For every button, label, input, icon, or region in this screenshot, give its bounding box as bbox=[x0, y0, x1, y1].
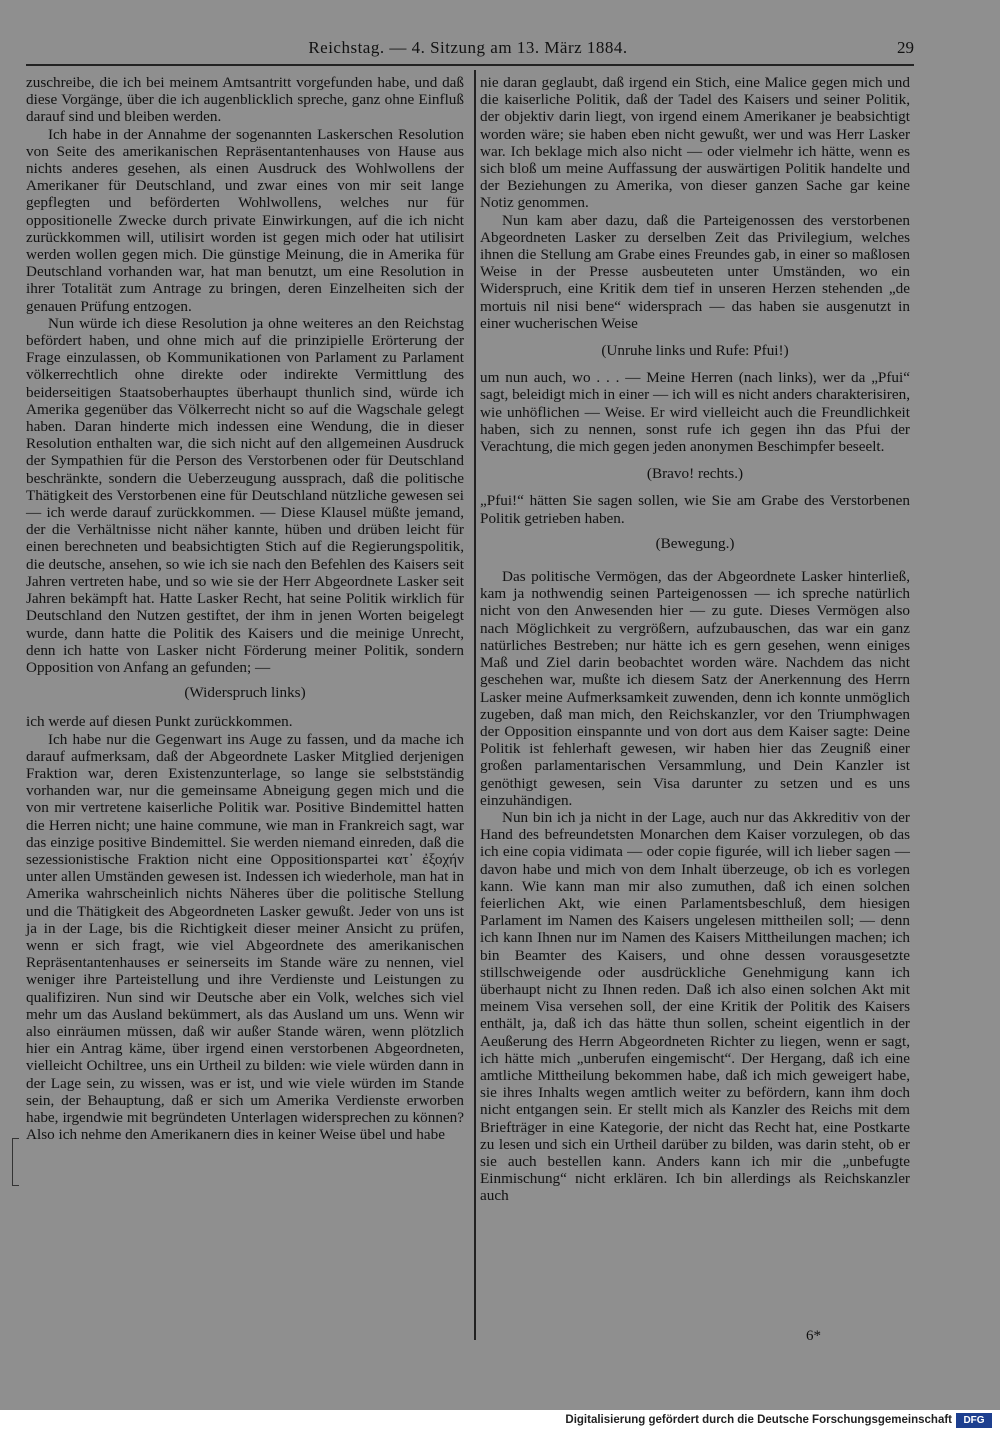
left-column bbox=[26, 74, 464, 1143]
header-rule bbox=[26, 64, 914, 66]
page-header bbox=[26, 34, 914, 64]
page-number: 29 bbox=[897, 38, 914, 57]
paragraph: zuschreibe, die ich bei meinem Amtsantritt vorgefunden habe, und daß diese Vorgänge, über die ich augenblicklich spreche, ganz ohne Einfluß darauf sind und bleiben werden. bbox=[26, 74, 464, 126]
interjection-remark: (Bewegung.) bbox=[655, 534, 735, 552]
paragraph: um nun auch, wo . . . — Meine Herren (nach links), wer da „Pfui“ sagt, beleidigt mich in einer — ich will es nicht anders charakterisiren, wie unhöflichen — Weise. Er wird vielleicht auch die Freundlichkeit haben, sich zu nennen, sonst rufe ich gegen ihn das Pfui der Verachtung, die mich gegen jeden anonymen Beschimpfer beseelt. bbox=[480, 369, 910, 456]
dfg-logo-icon: DFG bbox=[956, 1413, 992, 1428]
paragraph: Nun würde ich diese Resolution ja ohne weiteres an den Reichstag befördert haben, und ohne mich auf die prinzipielle Erörterung der Frage einzulassen, ob Kommunikationen von Parlament zu Parlament völkerrechtlich ohne direkte oder indirekte Vermittlung des beiderseitigen Staatsoberhauptes überhaupt thunlich sind, würde ich Amerika gegenüber das Völkerrecht nicht so auf die Wagschale gelegt haben. Daran hinderte mich indessen eine Wendung, die in dieser Resolution enthalten war, die sich nicht auf den allgemeinen Ausdruck der Sympathien für die Person des Verstorbenen oder für Deutschland beschränkte, sondern die Ueberzeugung aussprach, daß die politische Thätigkeit des Verstorbenen eine für Deutschland nützliche gewesen sei — ich werde darauf zurückkommen. — Diese Klausel müßte jemand, der die Verhältnisse nicht näher kannte, hüben und drüben leicht für einen berechneten und beabsichtigten Stich auf die Regierungspolitik, die deutsche, ansehen, so wie ich sie nach den Befehlen des Kaisers seit Jahren vertreten habe, und so wie sie der Herr Abgeordnete Lasker seit Jahren bekämpft hat. Hatte Lasker Recht, hat seine Politik wirklich für Deutschland den Nutzen gestiftet, der ihm in jenen Worten beigelegt wurde, dann hatte die Politik des Kaisers und die meinige Unrecht, denn ich hatte von Lasker nicht Förderung meiner Politik, sondern Opposition von Anfang an gefunden; — bbox=[26, 314, 464, 676]
page-title: Reichstag. — 4. Sitzung am 13. März 1884. bbox=[308, 38, 628, 57]
interjection-remark: (Bravo! rechts.) bbox=[646, 465, 744, 483]
interjection-remark: (Widerspruch links) bbox=[184, 684, 306, 702]
column-divider bbox=[474, 70, 476, 1340]
right-column bbox=[480, 74, 910, 1205]
paragraph: nie daran geglaubt, daß irgend ein Stich, eine Malice gegen mich und die kaiserliche Politik, daß der Tadel des Kaisers und seiner Politik, der objektiv darin liegt, von irgend einem Amerikaner je beabsichtigt worden wäre; sie haben eben nicht gewußt, wer und was Herr Lasker war. Ich beklage mich also nicht — oder vielmehr ich hätte, wenn es sich bloß um meine Auffassung der auswärtigen Politik handelte und der Beziehungen zu Amerika, von dieser ganzen Sache gar keine Notiz genommen. bbox=[480, 74, 910, 212]
paragraph: Ich habe nur die Gegenwart ins Auge zu fassen, und da mache ich darauf aufmerksam, daß der Abgeordnete Lasker Mitglied derjenigen Fraktion war, deren Existenzunterlage, so lange sie selbstständig vorhanden war, nur die gemeinsame Abneigung gegen mich und die von mir vertretene kaiserliche Politik war. Positive Bindemittel hatten die Herren nicht; une haine commune, wie man in Frankreich sagt, war das einzige positive Bindemittel. Sie werden niemand einreden, daß die sezessionistische Fraktion nicht eine Oppositionspartei κατ᾽ ἐξοχήν unter allen Umständen gewesen ist. Indessen ich wiederhole, man hat in Amerika wahrscheinlich nichts Näheres über die politische Stellung und die Thätigkeit des Abgeordneten Lasker gewußt. Jeder von uns ist ja in der Lage, bis die Richtigkeit dieser meiner Ansicht zu prüfen, wenn er sich fragt, wie viel Abgeordnete des amerikanischen Repräsentantenhauses er seinerseits im Stande wäre zu nennen, viel weniger ihre Parteistellung und ihre Verdienste und Leistungen zu qualifiziren. Nun sind wir Deutsche aber ein Volk, welches sich viel mehr um das Ausland bekümmert, als das Ausland um uns. Wenn wir also einräumen müssen, daß wir außer Stande wären, wenn plötzlich hier ein Antrag käme, über irgend einen verstorbenen Abgeordneten, vielleicht Ochiltree, uns ein Urtheil zu bilden: wie viele würden dann in der Lage sein, zu wissen, was er ist, und wie viele würden im Stande sein, der Behauptung, daß er sich um Amerika Verdienste erworben habe, irgendwie mit begründeten Unterlagen widersprechen zu können? Also ich nehme den Amerikanern dies in keiner Weise übel und habe bbox=[26, 730, 464, 1144]
paragraph: Das politische Vermögen, das der Abgeordnete Lasker hinterließ, kam ja nothwendig seinen Parteigenossen — ich spreche natürlich nicht von den Anwesenden hier — zu gute. Dieses Vermögen also nach Möglichkeit zu vergrößern, aufzubauschen, das war ein ganz natürliches Bestreben; nur hätte ich es gern gesehen, wenn einiges Maß und Ziel darin beobachtet worden wäre. Nachdem das nicht geschehen war, mußte ich diesem Satz der Anerkennung des Herrn Lasker meine Aufmerksamkeit zuwenden, denn ich konnte unmöglich zugeben, daß man mich, den Reichskanzler, vor den Triumphwagen der Opposition einspannte und von dort aus dem Kaiser sagte: Deine Politik ist fehlerhaft gewesen, wir haben hier das Zeugniß einer großen parlamentarischen Versammlung, und Dein Kanzler ist genöthigt gewesen, sein Visa darunter zu setzen und es uns einzuhändigen. bbox=[480, 568, 910, 809]
paragraph: Nun bin ich ja nicht in der Lage, auch nur das Akkreditiv von der Hand des befreundetsten Monarchen dem Kaiser vorzulegen, ob das ich eine copia vidimata — oder copie figurée, will ich lieber sagen — davon habe und mich von dem Inhalt überzeuge, ob ich es vorlegen kann. Wie kann man mir also zumuthen, daß ich einen solchen feierlichen Akt, wie einen Parlamentsbeschluß, dem hiesigen Parlament im Namen des Kaisers ungelesen mittheilen soll; — denn ich kann Ihnen nur im Namen des Kaisers Mittheilungen machen; ich bin Beamter des Kaisers, und ohne dessen vorausgesetzte stillschweigende oder ausdrückliche Genehmigung kann ich überhaupt nicht zu Ihnen reden. Daß ich also einen solchen Akt mit meinem Visa versehen soll, der eine Kritik der Politik des Kaisers enthält, ja, daß ich das hätte thun sollen, scheint eigentlich in der Aeußerung des Herrn Abgeordneten Richter zu liegen, wenn er sagt, ich hätte mich „unberufen eingemischt“. Der Hergang, daß ich eine amtliche Mittheilung bekommen habe, daß ich mich geweigert habe, sie ihres Inhalts wegen amtlich weiter zu befördern, kann ihm doch nicht entgangen sein. Er stellt mich als Kanzler des Reichs mit dem Briefträger in eine Kategorie, der nicht das Recht hat, eine Postkarte zu lesen und sich ein Urtheil darüber zu bilden, was darin steht, ob er sie auch bestellen kann. Anders kann ich mir die „unbefugte Einmischung“ nicht erklären. Ich bin allerdings als Reichskanzler auch bbox=[480, 808, 910, 1205]
paragraph: ich werde auf diesen Punkt zurückkommen. bbox=[26, 713, 293, 731]
footer-bar bbox=[0, 1410, 1000, 1432]
paragraph: Ich habe in der Annahme der sogenannten Laskerschen Resolution von Seite des amerikanischen Repräsentantenhauses von Hause aus nichts anderes gesehen, als einen Ausdruck des Wohlwollens der Amerikaner für Deutschland, und zwar eines von mir seit lange gepflegten und beförderten Wohlwollens, welches nur für oppositionelle Zwecke durch private Einwirkungen, auf die ich nicht zurückkommen will, utilisirt worden ist gegen mich oder hat utilisirt werden wollen gegen mich. Die günstige Meinung, die in Amerika für Deutschland vorhanden war, hat man benutzt, um eine Resolution in ihrer Totalität zum Antrage zu bringen, deren Einzelheiten sich der genauen Prüfung entzogen. bbox=[26, 125, 464, 315]
interjection-remark: (Unruhe links und Rufe: Pfui!) bbox=[601, 342, 789, 360]
funding-credit: Digitalisierung gefördert durch die Deutsche Forschungsgemeinschaft bbox=[565, 1414, 952, 1426]
paragraph: „Pfui!“ hätten Sie sagen sollen, wie Sie am Grabe des Verstorbenen Politik getrieben haben. bbox=[480, 492, 910, 527]
sheet-signature-mark: 6* bbox=[806, 1328, 821, 1344]
margin-bracket-mark bbox=[12, 1138, 19, 1186]
paragraph: Nun kam aber dazu, daß die Parteigenossen des verstorbenen Abgeordneten Lasker zu derselben Zeit das Privilegium, welches ihnen die Stellung am Grabe eines Freundes gab, in einer so maßlosen Weise in der Presse ausbeuteten unter Umständen, wo ein Widerspruch, eine Kritik dem tief in unseren Herzen stehenden „de mortuis nil nisi bene“ widersprach — das haben sie ausgenutzt in einer wucherischen Weise bbox=[480, 211, 910, 332]
